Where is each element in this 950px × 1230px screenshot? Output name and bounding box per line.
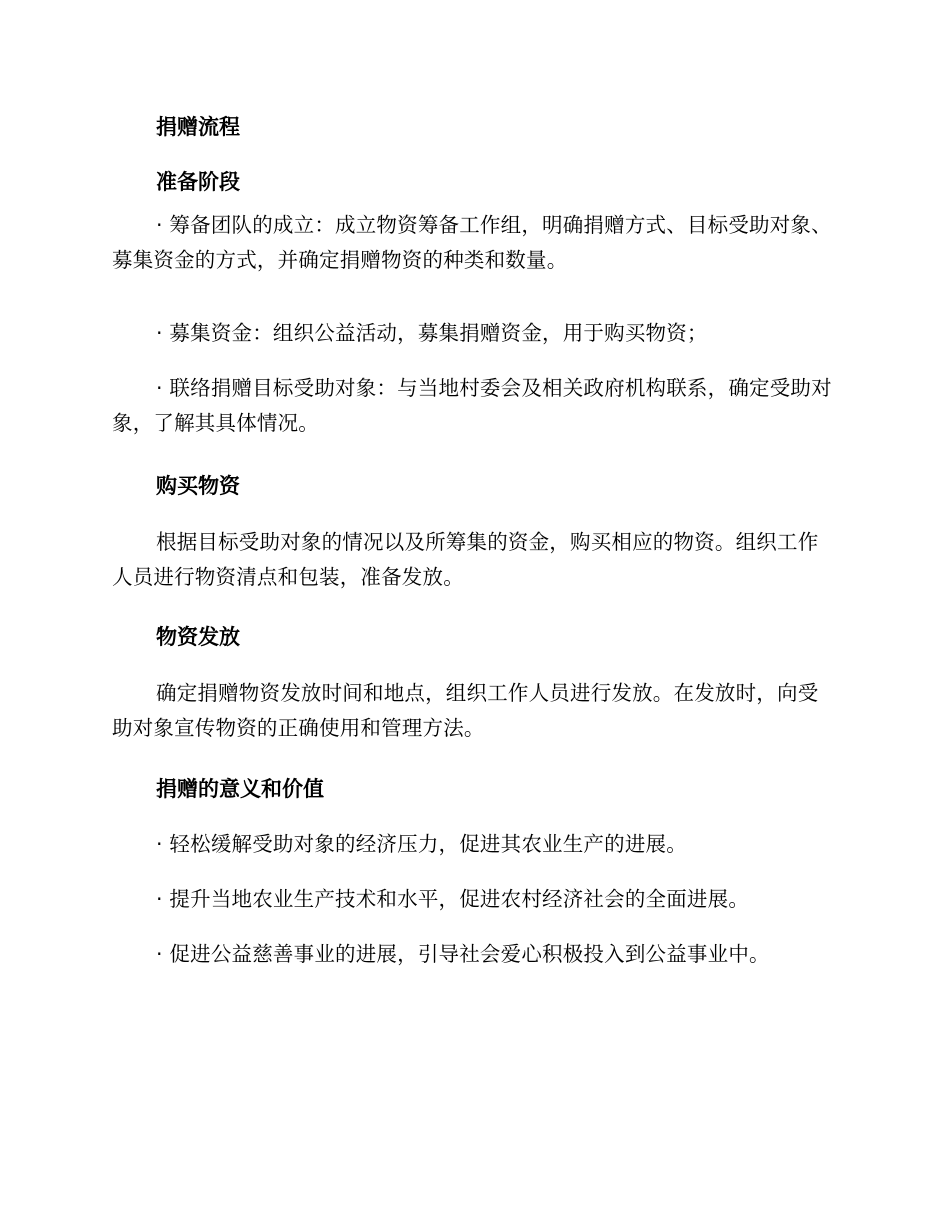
paragraph-significance-2: · 提升当地农业生产技术和水平，促进农村经济社会的全面进展。 [156,887,750,911]
paragraph-purchase: 根据目标受助对象的情况以及所筹集的资金，购买相应的物资。组织工作人员进行物资清点和包装，准备发放。 [112,530,819,589]
paragraph-team-setup: · 筹备团队的成立：成立物资筹备工作组，明确捐赠方式、目标受助对象、募集资金的方式，并确定捐赠物资的种类和数量。 [112,213,832,272]
section-heading-donation-process: 捐赠流程 [156,115,240,139]
section-heading-significance: 捐赠的意义和价值 [156,777,324,801]
paragraph-significance-1: · 轻松缓解受助对象的经济压力，促进其农业生产的进展。 [156,832,687,856]
subsection-heading-distribution: 物资发放 [156,625,240,649]
paragraph-contact-recipients: · 联络捐赠目标受助对象：与当地村委会及相关政府机构联系，确定受助对象，了解其具体情况。 [112,376,832,435]
paragraph-significance-3: · 促进公益慈善事业的进展，引导社会爱心积极投入到公益事业中。 [156,942,770,966]
subsection-heading-preparation: 准备阶段 [156,170,240,194]
paragraph-distribution: 确定捐赠物资发放时间和地点，组织工作人员进行发放。在发放时，向受助对象宣传物资的正确使用和管理方法。 [112,681,819,740]
paragraph-fundraising: · 募集资金：组织公益活动，募集捐赠资金，用于购买物资； [156,321,708,345]
subsection-heading-purchase: 购买物资 [156,474,240,498]
